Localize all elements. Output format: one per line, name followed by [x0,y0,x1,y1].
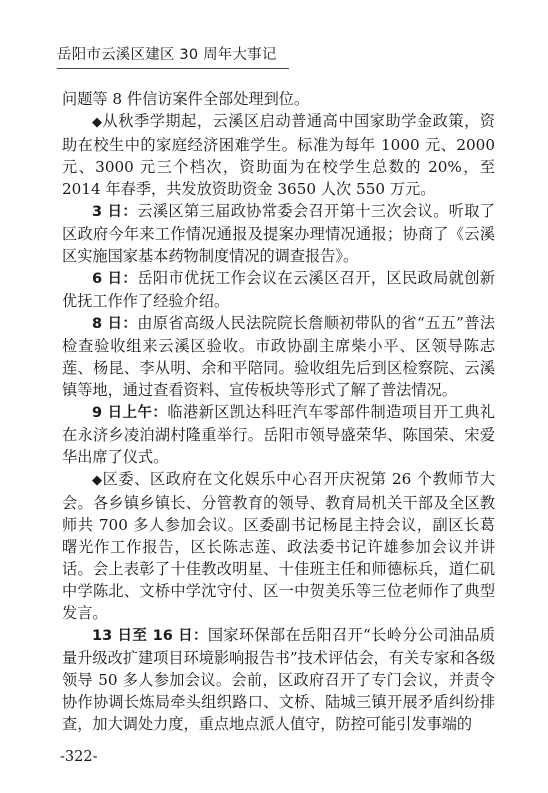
paragraph-teachers-day [62,468,495,624]
entry-date: 13 日至 16 日： [92,628,208,644]
paragraph-text: 区委、区政府在文化娱乐中心召开庆祝第 26 个教师节大会。各乡镇乡镇长、分管教育的领导、教育局机关干部及全区教师共 700 多人参加会议。区委副书记杨昆主持会议，副区长葛曙光作工作报告，区长陈志莲、政法委书记许雄参加会议并讲话。会上表彰了十佳教改明星、十佳班主任和师德标兵，道仁矶中学陈北、文桥中学沈守付、区一中贺美乐等三位老师作了典型发言。 [62,470,496,622]
diamond-bullet-icon: ◆ [92,473,103,488]
paragraph-text: 岳阳市优抚工作会议在云溪区召开，区民政局就创新优抚工作作了经验介绍。 [62,269,496,310]
paragraph-text: 国家环保部在岳阳召开“长岭分公司油品质量升级改扩建项目环境影响报告书”技术评估会，有关专家和各级领导 50 多人参加会议。会前，区政府召开了专门会议，并责令协作协调长炼局牵头组织路口、文桥、陆城三镇开展矛盾纠纷排查，加大调处力度，重点地点派人值守，防控可能引发事端的 [62,626,496,733]
paragraph-text: 从秋季学期起，云溪区启动普通高中国家助学金政策，资助在校生中的家庭经济困难学生。标准为每年 1000 元、2000 元、3000 元三个档次，资助面为在校学生总数的 20%，至 2014 年春季，共发放资助资金 3650 人次 550 万元。 [62,112,495,198]
running-head-title: 岳阳市云溪区建区 30 周年大事记 [57,47,277,63]
paragraph-day-9 [62,401,495,468]
paragraph-continuation [62,88,495,110]
paragraph-day-3 [62,200,495,267]
entry-date: 9 日上午： [92,405,168,421]
page-number: -322- [60,749,98,765]
paragraph-text: 临港新区凯达科旺汽车零部件制造项目开工典礼在永济乡凌泊湖村隆重举行。岳阳市领导盛荣华、陈国荣、宋爱华出席了仪式。 [62,403,496,466]
paragraph-student-aid [62,110,495,200]
page-body [62,88,495,735]
entry-date: 6 日： [92,271,138,287]
paragraph-text: 由原省高级人民法院院长詹顺初带队的省“五五”普法检查验收组来云溪区验收。市政协副主席柴小平、区领导陈志莲、杨昆、李从明、余和平陪同。验收组先后到区检察院、云溪镇等地，通过查看资料、宣传板块等形式了解了普法情况。 [62,314,495,399]
header-rule [57,68,289,69]
paragraph-day-6 [62,267,495,312]
entry-date: 8 日： [92,316,138,332]
paragraph-text: 问题等 8 件信访案件全部处理到位。 [62,90,310,108]
paragraph-day-8 [62,312,495,401]
paragraph-text: 云溪区第三届政协常委会召开第十三次会议。听取了区政府今年来工作情况通报及提案办理情况通报；协商了《云溪区实施国家基本药物制度情况的调查报告》。 [62,202,496,265]
diamond-bullet-icon: ◆ [92,115,103,130]
paragraph-day-13-16 [62,624,495,735]
entry-date: 3 日： [92,204,138,220]
